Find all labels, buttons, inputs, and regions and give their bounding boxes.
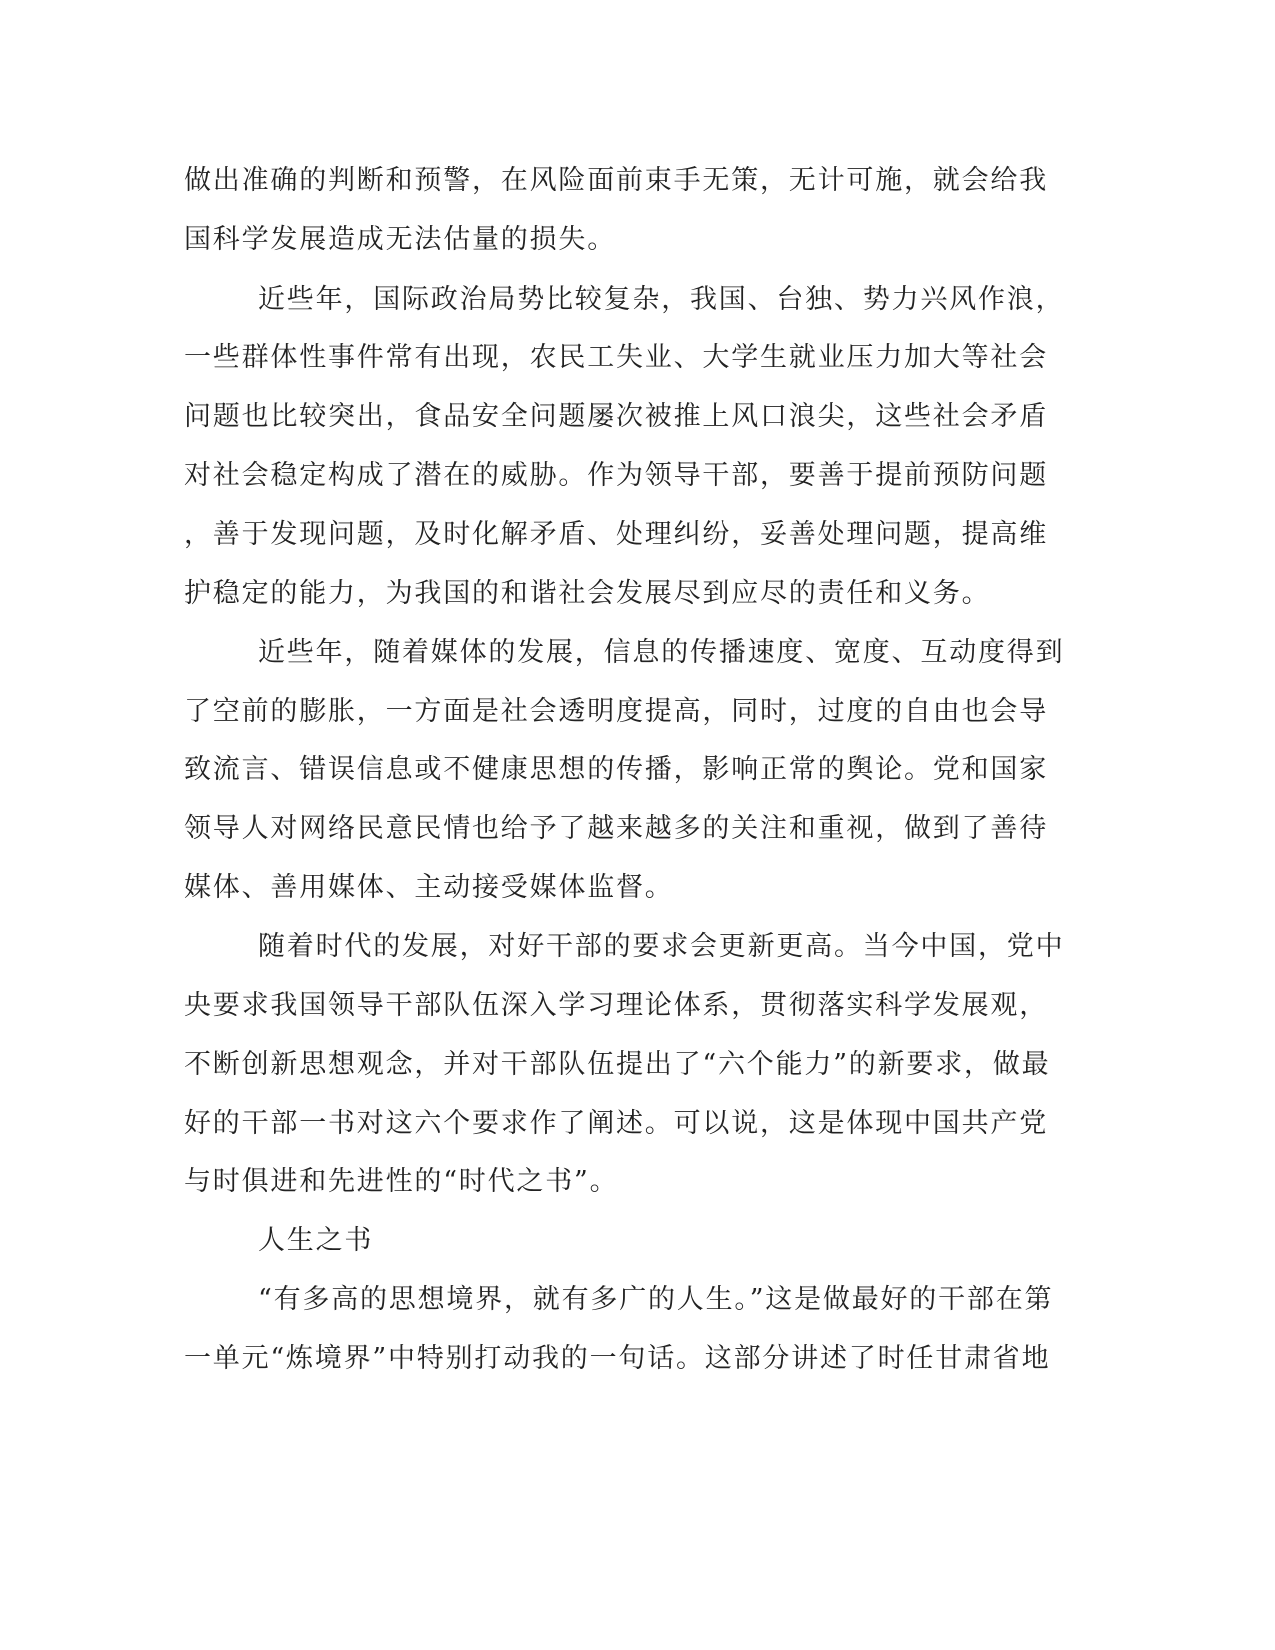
text-line-3: 近些年，国际政治局势比较复杂，我国、台独、势力兴风作浪， [258, 284, 1065, 315]
text-line-4: 一些群体性事件常有出现，农民工失业、大学生就业压力加大等社会 [184, 342, 1048, 373]
text-line-15: 央要求我国领导干部队伍深入学习理论体系，贯彻落实科学发展观， [184, 990, 1048, 1021]
text-line-20: “有多高的思想境界，就有多广的人生。”这是做最好的干部在第 [258, 1284, 1054, 1315]
text-line-6: 对社会稳定构成了潜在的威胁。作为领导干部，要善于提前预防问题 [184, 460, 1048, 491]
text-line-17: 好的干部一书对这六个要求作了阐述。可以说，这是体现中国共产党 [184, 1108, 1048, 1139]
text-line-14: 随着时代的发展，对好干部的要求会更新更高。当今中国，党中 [258, 931, 1065, 962]
text-line-16: 不断创新思想观念，并对干部队伍提出了“六个能力”的新要求，做最 [184, 1049, 1051, 1080]
text-line-11: 致流言、错误信息或不健康思想的传播，影响正常的舆论。党和国家 [184, 754, 1048, 785]
text-line-21: 一单元“炼境界”中特别打动我的一句话。这部分讲述了时任甘肃省地 [184, 1343, 1051, 1374]
text-line-1: 做出准确的判断和预警，在风险面前束手无策，无计可施，就会给我 [184, 165, 1048, 196]
text-line-8: 护稳定的能力，为我国的和谐社会发展尽到应尽的责任和义务。 [184, 578, 991, 609]
text-line-18: 与时俱进和先进性的“时代之书”。 [184, 1166, 619, 1197]
text-line-5: 问题也比较突出，食品安全问题屡次被推上风口浪尖，这些社会矛盾 [184, 401, 1048, 432]
text-line-7: ，善于发现问题，及时化解矛盾、处理纠纷，妥善处理问题，提高维 [184, 519, 1048, 550]
text-line-12: 领导人对网络民意民情也给予了越来越多的关注和重视，做到了善待 [184, 813, 1048, 844]
text-line-9: 近些年，随着媒体的发展，信息的传播速度、宽度、互动度得到 [258, 637, 1065, 668]
section-heading: 人生之书 [258, 1225, 374, 1256]
text-line-2: 国科学发展造成无法估量的损失。 [184, 224, 616, 255]
text-line-10: 了空前的膨胀，一方面是社会透明度提高，同时，过度的自由也会导 [184, 696, 1048, 727]
text-line-13: 媒体、善用媒体、主动接受媒体监督。 [184, 872, 674, 903]
